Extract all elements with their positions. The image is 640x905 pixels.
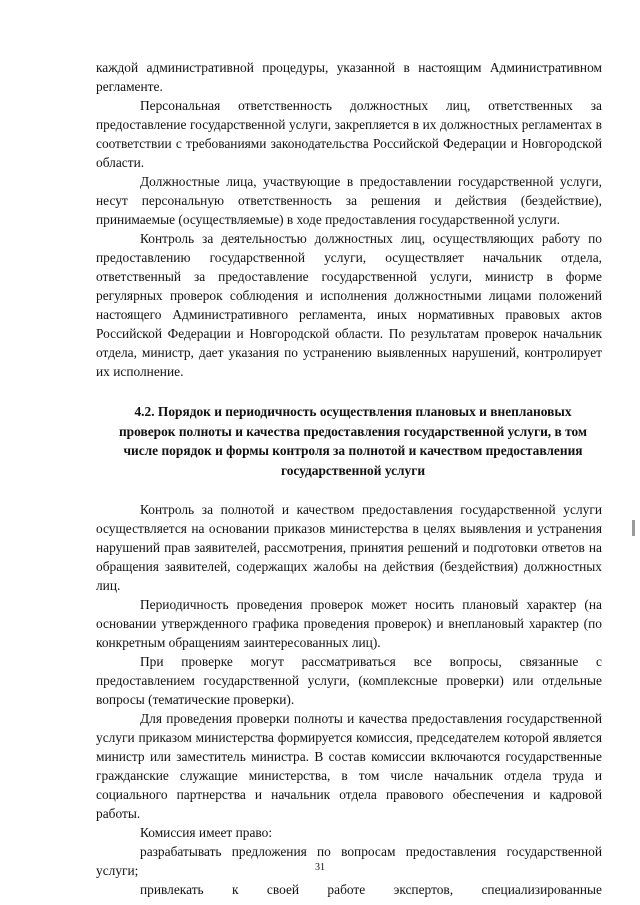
paragraph-commission: Для проведения проверки полноты и качества предоставления государственной услуги приказом министерства формируется комиссия, председателем которой является министр или заместитель министра. В состав комиссии включаются государственные гражданские служащие министерства, в том числе начальник отдела труда и социального партнерства и начальник отдела правового обеспечения и кадровой работы.: [96, 711, 602, 821]
document-page: [96, 58, 602, 899]
section-heading: 4.2. Порядок и периодичность осуществления плановых и внеплановых проверок полноты и качества предоставления государственной услуги, в том числе порядок и формы контроля за полнотой и качеством предоставления государственной услуги: [118, 404, 588, 478]
paragraph-inspection-questions: При проверке могут рассматриваться все вопросы, связанные с предоставлением государственной услуги, (комплексные проверки) или отдельные вопросы (тематические проверки).: [96, 654, 602, 707]
paragraph-control-activity: Контроль за деятельностью должностных лиц, осуществляющих работу по предоставлению государственной услуги, осуществляет начальник отдела, ответственный за предоставление государственной услуги, министр в форме регулярных проверок соблюдения и исполнения должностными лицами положений настоящего Административного регламента, иных нормативных правовых актов Российской Федерации и Новгородской области. По результатам проверок начальник отдела, министр, дает указания по устранению выявленных нарушений, контролирует их исполнение.: [96, 231, 602, 379]
list-item-develop-proposals: разрабатывать предложения по вопросам предоставления государственной услуги;: [96, 844, 602, 878]
paragraph-periodicity: Периодичность проведения проверок может носить плановый характер (на основании утвержденного графика проведения проверок) и внеплановый характер (по конкретным обращениям заинтересованных лиц).: [96, 597, 602, 650]
page-number: 31: [315, 862, 325, 873]
list-item-involve-experts: привлекать к своей работе экспертов, специализированные: [140, 882, 602, 897]
paragraph-continuation: каждой административной процедуры, указанной в настоящим Административном регламенте.: [96, 60, 602, 94]
paragraph-officials-responsibility: Должностные лица, участвующие в предоставлении государственной услуги, несут персональную ответственность за решения и действия (бездействие), принимаемые (осуществляемые) в ходе предоставления государственной услуги.: [96, 174, 602, 227]
scan-edge-mark: [632, 520, 635, 536]
paragraph-personal-responsibility: Персональная ответственность должностных лиц, ответственных за предоставление государственной услуги, закрепляется в их должностных регламентах в соответствии с требованиями законодательства Российской Федерации и Новгородской области.: [96, 98, 602, 170]
paragraph-commission-rights: Комиссия имеет право:: [140, 825, 273, 840]
paragraph-quality-control: Контроль за полнотой и качеством предоставления государственной услуги осуществляется на основании приказов министерства в целях выявления и устранения нарушений прав заявителей, рассмотрения, принятия решений и подготовки ответов на обращения заявителей, содержащих жалобы на действия (бездействия) должностных лиц.: [96, 502, 602, 593]
